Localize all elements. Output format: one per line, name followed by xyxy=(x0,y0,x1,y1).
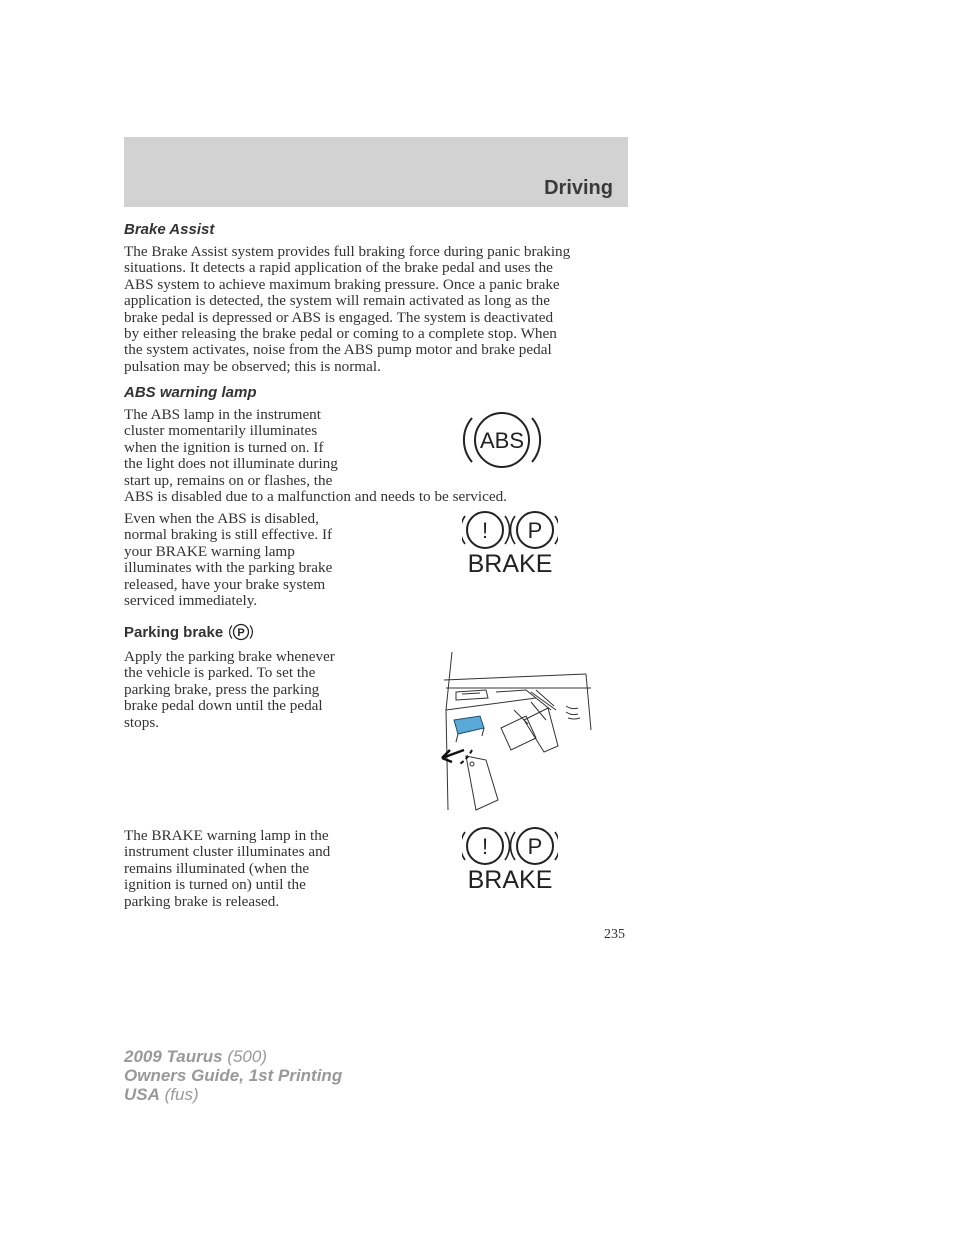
text-line: Apply the parking brake whenever xyxy=(124,648,335,665)
footer-market: USA xyxy=(124,1085,160,1104)
brake-warning-icon-2 xyxy=(462,826,558,897)
text-line: cluster momentarily illuminates xyxy=(124,422,318,440)
parking-p-icon xyxy=(229,622,253,642)
text-line: situations. It detects a rapid application of the brake pedal and uses the xyxy=(124,259,553,277)
brake-warning-icon xyxy=(462,510,558,581)
text-line: application is detected, the system will remain activated as long as the xyxy=(124,292,550,310)
p-glyph: P xyxy=(527,518,543,543)
exclamation-glyph: ! xyxy=(481,834,489,859)
text-line: by either releasing the brake pedal or coming to a complete stop. When xyxy=(124,325,557,343)
text-line: start up, remains on or flashes, the xyxy=(124,471,333,489)
text-line: instrument cluster illuminates and xyxy=(124,843,331,861)
brake-assist-heading: Brake Assist xyxy=(124,221,215,238)
text-line: when the ignition is turned on. If xyxy=(124,438,324,456)
text-line: the vehicle is parked. To set the xyxy=(124,664,316,682)
parking-brake-pedal-illustration xyxy=(436,650,596,820)
text-line: Even when the ABS is disabled, xyxy=(124,510,319,527)
footer-edition: Owners Guide, 1st Printing xyxy=(124,1066,343,1085)
brake-label: BRAKE xyxy=(467,866,553,892)
parking-brake-paragraph xyxy=(124,649,335,731)
section-title: Driving xyxy=(544,177,613,199)
footer-imprint xyxy=(124,1047,342,1104)
brake-lamp-paragraph xyxy=(124,828,330,910)
text-line: your BRAKE warning lamp xyxy=(124,542,295,560)
text-line: brake pedal down until the pedal xyxy=(124,697,323,715)
text-line: The ABS lamp in the instrument xyxy=(124,406,321,423)
brake-label: BRAKE xyxy=(467,550,553,576)
parking-brake-heading-text: Parking brake xyxy=(124,623,224,641)
footer-market-code: (fus) xyxy=(159,1085,199,1104)
text-line: released, have your brake system xyxy=(124,575,326,593)
text-line: ignition is turned on) until the xyxy=(124,876,306,894)
text-line: the system activates, noise from the ABS pump motor and brake pedal xyxy=(124,341,552,359)
text-line: brake pedal is depressed or ABS is engaged. The system is deactivated xyxy=(124,308,554,326)
footer-model-code: (500) xyxy=(222,1047,268,1066)
text-line: remains illuminated (when the xyxy=(124,859,310,877)
text-line: stops. xyxy=(124,713,160,731)
text-line: ABS is disabled due to a malfunction and needs to be serviced. xyxy=(124,488,507,506)
abs-icon-label: ABS xyxy=(479,428,525,453)
text-line: parking brake, press the parking xyxy=(124,680,320,698)
text-line: normal braking is still effective. If xyxy=(124,526,333,544)
footer-model: 2009 Taurus xyxy=(124,1047,223,1066)
text-line: illuminates with the parking brake xyxy=(124,559,333,577)
footer-line-1 xyxy=(124,1047,342,1066)
text-line: the light does not illuminate during xyxy=(124,455,338,473)
text-line: pulsation may be observed; this is normal. xyxy=(124,357,381,375)
p-glyph: P xyxy=(527,834,543,859)
brake-assist-paragraph xyxy=(124,244,570,375)
abs-lamp-paragraph xyxy=(124,407,507,505)
text-line: The BRAKE warning lamp in the xyxy=(124,827,329,844)
parking-brake-heading xyxy=(124,622,253,642)
text-line: ABS system to achieve maximum braking pressure. Once a panic brake xyxy=(124,275,560,293)
footer-line-2 xyxy=(124,1066,342,1085)
footer-line-3 xyxy=(124,1085,342,1104)
page-number: 235 xyxy=(604,927,625,942)
exclamation-glyph: ! xyxy=(481,518,489,543)
abs-disabled-paragraph xyxy=(124,511,332,609)
abs-lamp-icon xyxy=(462,406,542,479)
text-line: serviced immediately. xyxy=(124,592,258,610)
section-header-band xyxy=(124,137,628,207)
text-line: parking brake is released. xyxy=(124,892,280,910)
parking-p-icon-label: P xyxy=(237,627,245,639)
abs-lamp-heading: ABS warning lamp xyxy=(124,384,257,401)
text-line: The Brake Assist system provides full braking force during panic braking xyxy=(124,243,571,260)
